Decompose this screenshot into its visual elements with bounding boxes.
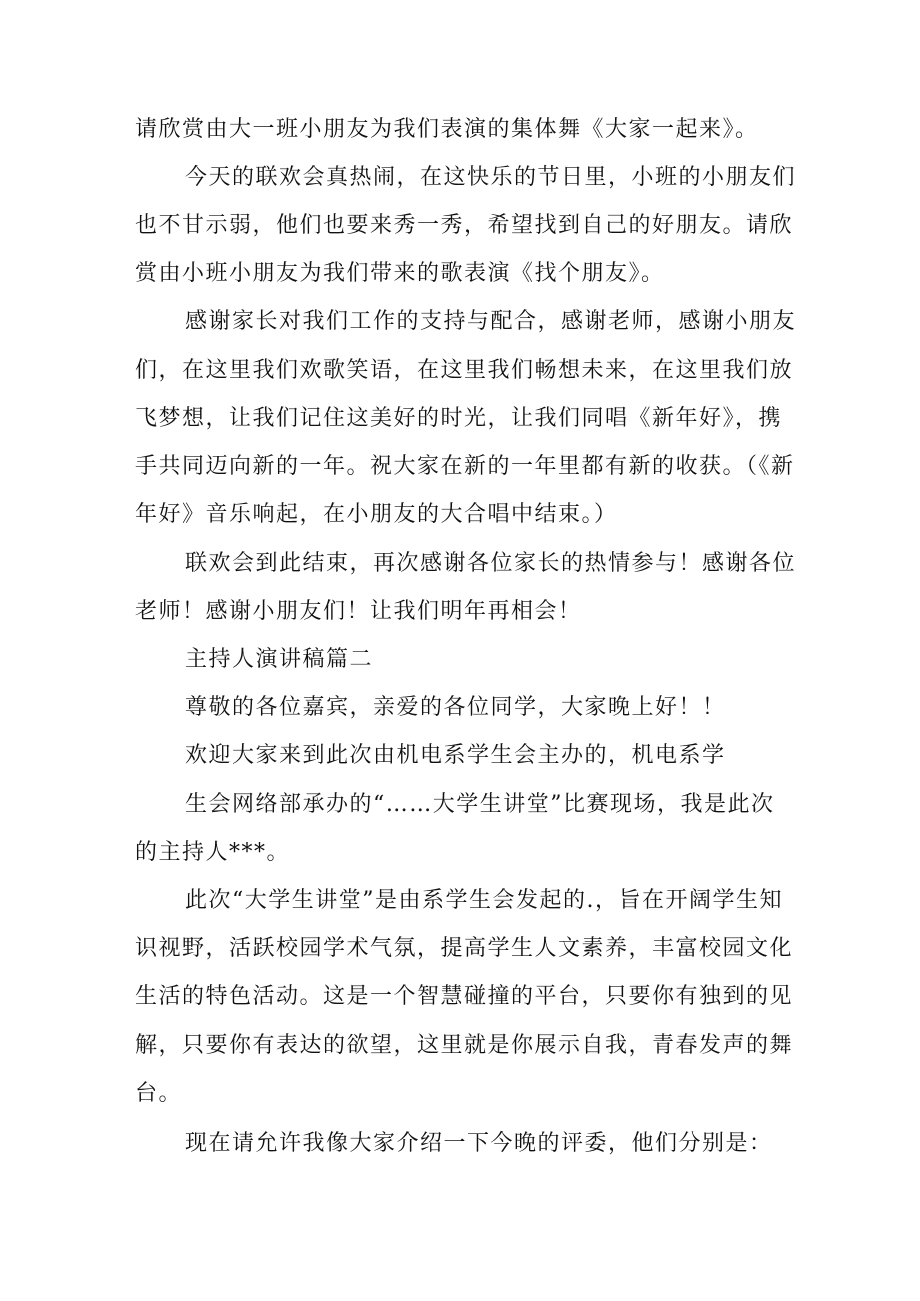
document-page: 请欣赏由大一班小朋友为我们表演的集体舞《大家一起来》。 今天的联欢会真热闹，在这快乐的节日里，小班的小朋友们 也不甘示弱，他们也要来秀一秀，希望找到自己的好朋友。请欣 赏由小班小朋友为我们带来的歌表演《找个朋友》。 感谢家长对我们工作的支持与配合，感谢老师，感谢小朋友 们，在这里我们欢歌笑语，在这里我们畅想未来，在这里我们放 飞梦想，让我们记住这美好的时光，让我们同唱《新年好》，携 手共同迈向新的一年。祝大家在新的一年里都有新的收获。（《新 年好》音乐响起，在小朋友的大合唱中结束。） 联欢会到此结束，再次感谢各位家长的热情参与！感谢各位 老师！感谢小朋友们！让我们明年再相会！ 主持人演讲稿篇二 尊敬的各位嘉宾，亲爱的各位同学，大家晚上好！！ 欢迎大家来到此次由机电系学生会主办的，机电系学 生会网络部承办的“……大学生讲堂”比赛现场，我是此次 的主持人***。 此次“大学生讲堂”是由系学生会发起的.，旨在开阔学生知 识视野，活跃校园学术气氛，提高学生人文素养，丰富校园文化 生活的特色活动。这是一个智慧碰撞的平台，只要你有独到的见 解，只要你有表达的欲望，这里就是你展示自我，青春发声的舞 台。 现在请允许我像大家介绍一下今晚的评委，他们分别是： (135, 117, 797, 1156)
